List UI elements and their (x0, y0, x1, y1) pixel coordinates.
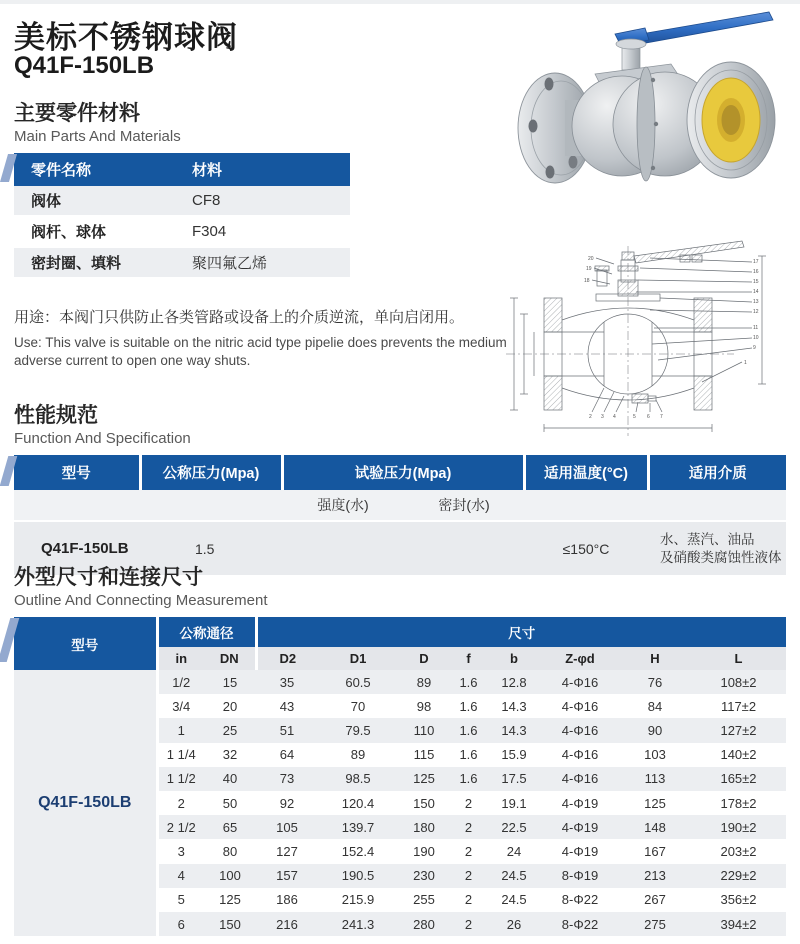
table-cell: 2 (450, 864, 487, 888)
table-cell: 51 (256, 718, 318, 742)
table-cell: 108±2 (691, 670, 786, 694)
spec-col-test-pressure: 试验压力(Mpa) (282, 455, 524, 490)
spec-col-nominal-pressure: 公称压力(Mpa) (140, 455, 282, 490)
spec-sub-empty (140, 490, 282, 521)
table-cell: 4-Φ16 (541, 718, 619, 742)
spec-subheader-row (14, 490, 786, 521)
table-cell: 157 (256, 864, 318, 888)
spec-sub-empty (648, 490, 786, 521)
table-cell: 65 (204, 815, 256, 839)
table-cell: 4-Φ19 (561, 795, 599, 811)
table-cell: 2 (464, 795, 473, 811)
table-cell: 84 (647, 698, 663, 714)
table-row (14, 216, 350, 247)
valve-photo (503, 4, 795, 218)
table-cell: 3/4 (172, 698, 191, 714)
spec-medium-line1: 水、蒸汽、油品 (660, 532, 755, 548)
outline-col-size-group: 尺寸 (256, 617, 786, 647)
table-cell: 90 (619, 718, 691, 742)
drawing-callout: 2 (589, 414, 592, 420)
spec-section (14, 404, 786, 575)
outline-heading-cn: 外型尺寸和连接尺寸 (14, 566, 203, 589)
table-cell: 26 (487, 912, 541, 936)
table-cell: 35 (256, 670, 318, 694)
spec-heading-en: Function And Specification (14, 430, 191, 448)
drawing-callout: 4 (613, 414, 616, 420)
table-cell: 1.6 (450, 767, 487, 791)
table-cell: F304 (175, 216, 350, 247)
outline-sub-b: b (487, 647, 541, 670)
spec-col-temperature: 适用温度(°C) (524, 455, 648, 490)
drawing-callout: 5 (633, 414, 636, 420)
table-cell: 8-Φ22 (541, 912, 619, 936)
table-cell: 43 (279, 698, 295, 714)
table-cell: 4-Φ16 (541, 670, 619, 694)
drawing-callout: 16 (753, 269, 759, 275)
table-cell: 1 (157, 718, 204, 742)
drawing-callout: 3 (601, 414, 604, 420)
table-cell: 5 (177, 892, 185, 908)
table-cell: 267 (644, 892, 666, 908)
outline-header-row1 (14, 617, 786, 647)
table-cell: 125 (644, 795, 666, 811)
drawing-callout: 11 (753, 325, 759, 331)
table-cell: 178±2 (720, 795, 757, 811)
table-cell: 394±2 (691, 912, 786, 936)
drawing-callout: 18 (584, 278, 590, 284)
table-cell: 98 (416, 698, 432, 714)
table-cell: 190.5 (318, 864, 398, 888)
table-cell: 4 (157, 864, 204, 888)
outline-sub-h: H (619, 647, 691, 670)
table-cell: 80 (222, 844, 238, 859)
usage-text-cn: 用途：本阀门只供防止各类管路或设备上的介质逆流，单向启闭用。 (14, 309, 465, 326)
table-cell: 215.9 (341, 892, 375, 908)
table-cell: 125 (219, 892, 241, 908)
table-cell: 1.6 (450, 670, 487, 694)
table-cell: 4-Φ16 (541, 767, 619, 791)
drawing-callout: 19 (586, 266, 592, 272)
table-cell: 230 (398, 864, 450, 888)
table-cell: 117±2 (720, 698, 757, 714)
drawing-callout: 7 (660, 414, 663, 420)
table-cell: 1.6 (459, 698, 478, 714)
outline-sub-f: f (450, 647, 487, 670)
table-cell: 127 (276, 844, 298, 859)
usage-block (14, 306, 519, 370)
spec-col-medium: 适用介质 (648, 455, 786, 490)
outline-sub-in: in (157, 647, 204, 670)
table-cell: 190±2 (691, 815, 786, 839)
table-cell: 1.6 (450, 718, 487, 742)
table-cell: 255 (413, 892, 435, 908)
table-cell: 密封圈、填料 (14, 247, 175, 278)
table-cell: 12.8 (487, 670, 541, 694)
table-cell: 64 (279, 747, 295, 763)
table-cell: 103 (644, 747, 666, 763)
materials-heading-en: Main Parts And Materials (14, 128, 181, 146)
table-cell: 2 (450, 815, 487, 839)
table-cell: 89 (398, 670, 450, 694)
table-cell: 聚四氟乙烯 (175, 247, 350, 278)
table-cell: 4-Φ16 (561, 698, 599, 714)
table-cell: 8-Φ19 (541, 864, 619, 888)
table-cell: 8-Φ22 (561, 892, 599, 908)
spec-sub-empty (14, 490, 140, 521)
drawing-callout: 17 (753, 259, 759, 265)
outline-table (14, 617, 786, 936)
table-cell: 阀杆、球体 (14, 216, 175, 247)
table-cell: 1 1/4 (166, 747, 196, 763)
table-cell: 125 (398, 767, 450, 791)
table-cell: 2 (177, 795, 185, 811)
table-cell: 165±2 (691, 767, 786, 791)
valve-photo-image (503, 4, 795, 218)
drawing-callout: 12 (753, 309, 759, 315)
drawing-callout: 1 (744, 360, 747, 366)
table-cell: 25 (204, 718, 256, 742)
table-cell: 70 (350, 698, 366, 714)
spec-sub-seal: 密封(水) (404, 490, 524, 521)
outline-sub-d2: D2 (256, 647, 318, 670)
table-cell: 15.9 (501, 747, 527, 763)
outline-sub-d1: D1 (318, 647, 398, 670)
table-cell: 1/2 (157, 670, 204, 694)
page-title: 美标不锈钢球阀 (14, 20, 238, 55)
table-cell: 24.5 (501, 892, 527, 908)
table-cell: 4-Φ19 (561, 844, 599, 859)
table-cell: 140±2 (720, 747, 757, 763)
table-row (14, 670, 786, 694)
materials-table-body (14, 186, 350, 278)
spec-header-row (14, 455, 786, 490)
table-cell: 22.5 (487, 815, 541, 839)
spec-col-model: 型号 (14, 455, 140, 490)
model-span-cell: Q41F-150LB (14, 670, 157, 936)
table-cell: 241.3 (318, 912, 398, 936)
table-cell: CF8 (175, 186, 350, 216)
outline-heading-en: Outline And Connecting Measurement (14, 592, 268, 610)
table-row (14, 186, 350, 216)
table-cell: 152.4 (341, 844, 375, 859)
table-cell: 275 (619, 912, 691, 936)
outline-sub-dn: DN (204, 647, 256, 670)
table-cell: 2 (464, 844, 473, 859)
materials-section (14, 102, 354, 279)
page-model-subtitle: Q41F-150LB (14, 52, 155, 79)
outline-section (14, 566, 786, 936)
table-cell: 356±2 (720, 892, 757, 908)
table-cell: 150 (413, 795, 435, 811)
table-cell: 280 (398, 912, 450, 936)
spec-model-value: Q41F-150LB (14, 521, 140, 575)
drawing-callout: 14 (753, 289, 759, 295)
outline-col-dn-group: 公称通径 (157, 617, 256, 647)
table-cell: 127±2 (691, 718, 786, 742)
table-cell: 105 (256, 815, 318, 839)
outline-table-body (14, 670, 786, 936)
table-cell: 186 (276, 892, 298, 908)
spec-sub-empty (524, 490, 648, 521)
spec-temperature-value: ≤150°C (524, 521, 648, 575)
usage-text-en: Use: This valve is suitable on the nitric acid type pipelie does prevents the medium adverse current to open one way shuts. (14, 335, 507, 369)
drawing-callout: 6 (647, 414, 650, 420)
drawing-callout: 9 (753, 345, 756, 351)
table-cell: 180 (398, 815, 450, 839)
drawing-callout: 15 (753, 279, 759, 285)
drawing-callout: 13 (753, 299, 759, 305)
table-cell: 190 (413, 844, 435, 859)
spec-table (14, 455, 786, 575)
table-cell: 73 (256, 767, 318, 791)
spec-heading-cn: 性能规范 (14, 404, 98, 427)
table-cell: 98.5 (318, 767, 398, 791)
table-cell: 229±2 (691, 864, 786, 888)
table-cell: 1.6 (459, 747, 478, 763)
table-cell: 216 (256, 912, 318, 936)
materials-table (14, 153, 350, 279)
table-cell: 113 (619, 767, 691, 791)
spec-sub-strength: 强度(水) (282, 490, 404, 521)
table-cell: 24.5 (487, 864, 541, 888)
drawing-callout: 10 (753, 335, 759, 341)
table-cell: 20 (222, 698, 238, 714)
table-cell: 17.5 (487, 767, 541, 791)
outline-col-model: 型号 (14, 617, 157, 670)
table-cell: 15 (204, 670, 256, 694)
table-cell: 89 (350, 747, 366, 763)
table-cell: 50 (222, 795, 238, 811)
table-cell: 148 (619, 815, 691, 839)
table-cell: 24 (506, 844, 522, 859)
table-cell: 167 (644, 844, 666, 859)
table-cell: 139.7 (318, 815, 398, 839)
table-cell: 92 (279, 795, 295, 811)
table-cell: 110 (398, 718, 450, 742)
table-cell: 2 (464, 892, 473, 908)
table-cell: 79.5 (318, 718, 398, 742)
table-cell: 14.3 (487, 718, 541, 742)
table-row (14, 247, 350, 278)
table-cell: 100 (204, 864, 256, 888)
outline-sub-d: D (398, 647, 450, 670)
spec-medium-line2: 及硝酸类腐蚀性液体 (660, 549, 782, 565)
table-cell: 2 (450, 912, 487, 936)
materials-col-part: 零件名称 (14, 153, 175, 186)
outline-sub-zd: Z-φd (541, 647, 619, 670)
spec-nominal-pressure-value: 1.5 (140, 521, 282, 575)
table-cell: 6 (157, 912, 204, 936)
table-cell: 19.1 (501, 795, 527, 811)
materials-col-material: 材料 (175, 153, 350, 186)
table-cell: 203±2 (720, 844, 757, 859)
drawing-callout: 20 (588, 256, 594, 262)
table-cell: 120.4 (341, 795, 375, 811)
outline-sub-l: L (691, 647, 786, 670)
table-cell: 76 (619, 670, 691, 694)
table-cell: 14.3 (501, 698, 527, 714)
table-cell: 3 (177, 844, 185, 859)
table-cell: 32 (222, 747, 238, 763)
table-cell: 115 (413, 747, 435, 763)
table-cell: 2 1/2 (157, 815, 204, 839)
materials-heading-cn: 主要零件材料 (14, 102, 140, 125)
table-cell: 4-Φ16 (561, 747, 599, 763)
table-cell: 阀体 (14, 186, 175, 216)
table-cell: 1 1/2 (157, 767, 204, 791)
table-cell: 150 (204, 912, 256, 936)
table-cell: 40 (204, 767, 256, 791)
table-cell: 4-Φ19 (541, 815, 619, 839)
materials-header-row (14, 153, 350, 186)
table-cell: 60.5 (318, 670, 398, 694)
table-cell: 213 (619, 864, 691, 888)
